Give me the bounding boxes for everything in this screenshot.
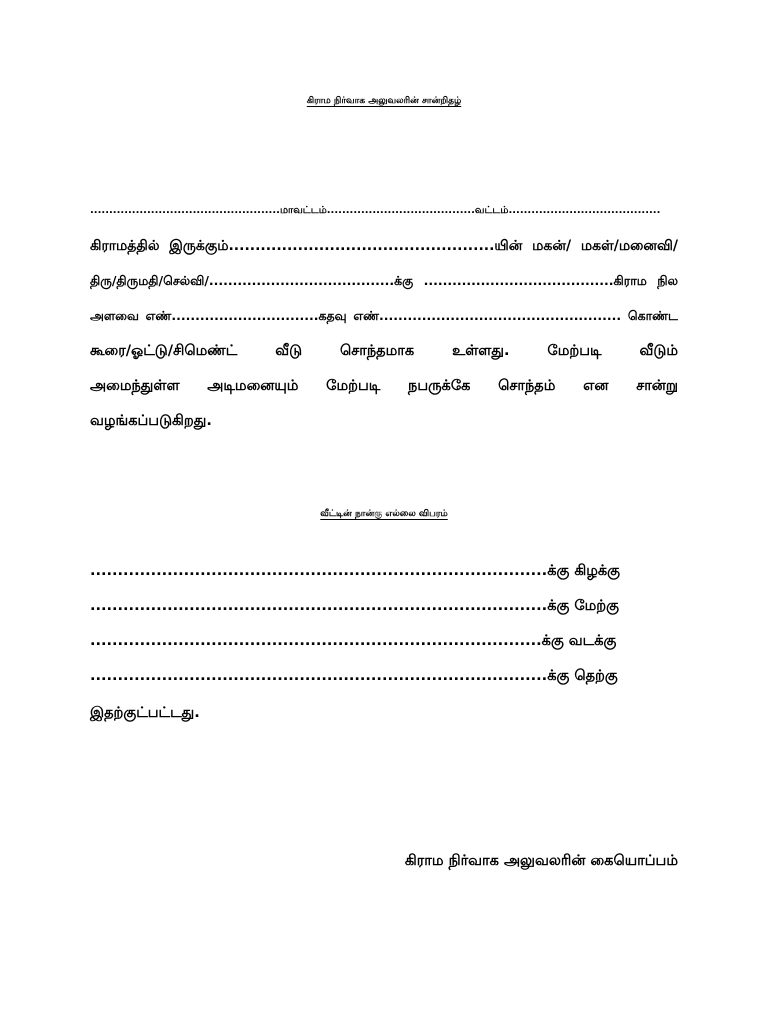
boundary-line-south: ...................................................................................க்கு தெற்கு — [90, 668, 618, 684]
body-line-house-type: கூரை/ஓட்டு/சிமெண்ட் வீடு சொந்தமாக உள்ளது. மேற்படி வீடும் — [90, 343, 678, 359]
body-line-district: ..................................................மாவட்டம்.......................................வட்டம்........................................ — [90, 205, 661, 216]
closing-text: இதற்குட்பட்டது. — [90, 705, 200, 721]
certificate-body — [90, 200, 678, 440]
body-line-ownership: அமைந்துள்ள அடிமனையும் மேற்படி நபருக்கே சொந்தம் என சான்று — [90, 378, 678, 394]
boundary-line-west: ...................................................................................க்கு மேற்கு — [90, 598, 619, 614]
certificate-title: கிராம நிர்வாக அலுவலரின் சான்றிதழ் — [306, 96, 462, 106]
boundary-title: வீட்டின் நான்கு எல்லை விபரம் — [320, 509, 448, 519]
boundary-line-east: ...................................................................................க்கு கிழக்கு — [90, 563, 620, 579]
signature-label: கிராம நிர்வாக அலுவலரின் கையொப்பம் — [404, 853, 678, 869]
body-line-name: திரு/திருமதி/செல்வி/.......................................க்கு ........................................கிராம நில — [90, 273, 678, 288]
body-line-closing: வழங்கப்படுகிறது. — [90, 413, 212, 429]
body-line-survey: அளவை எண்...............................கதவு எண்................................................... கொண்ட — [90, 308, 678, 323]
body-line-village: கிராமத்தில் இருக்கும்..................................................யின் மகன்/ மகள்/மனைவி/ — [90, 238, 678, 254]
boundary-line-north: ..................................................................................க்கு வடக்கு — [90, 633, 617, 649]
